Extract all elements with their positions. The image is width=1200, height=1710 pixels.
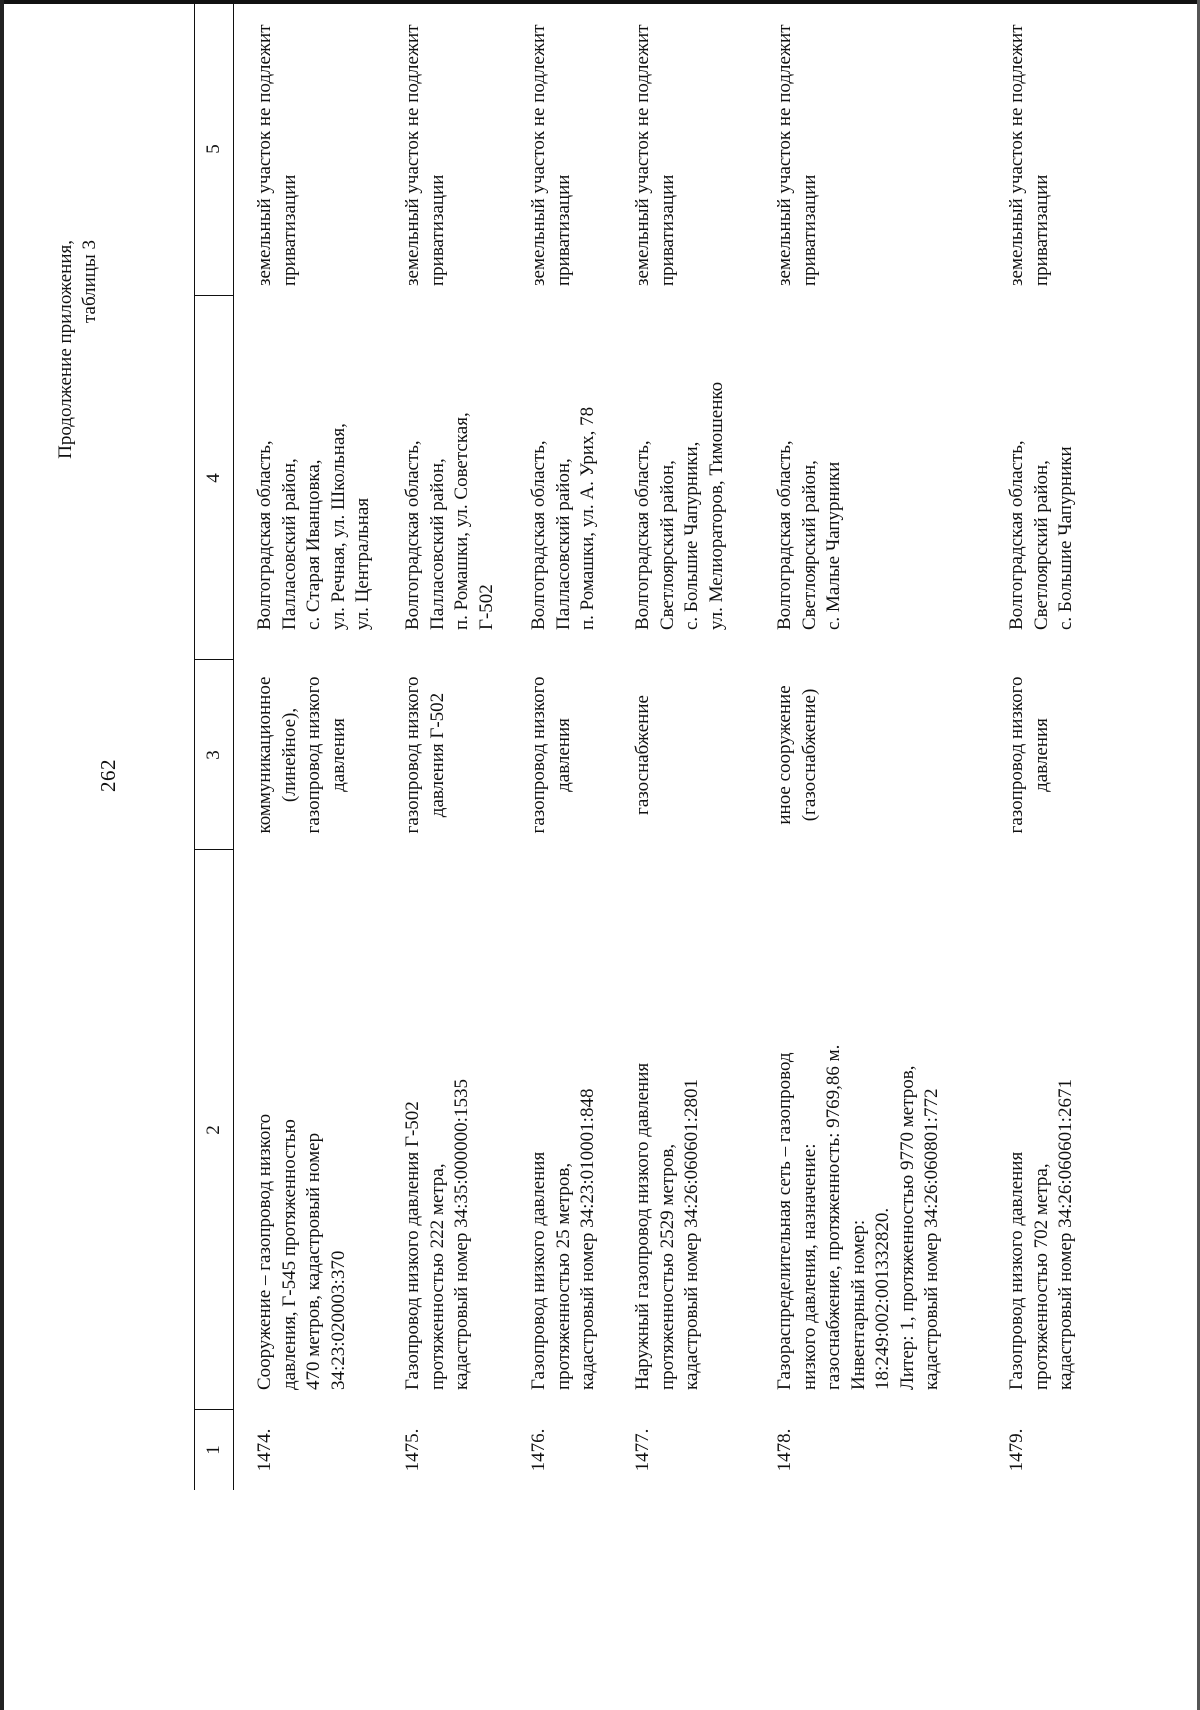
object-purpose: газопровод низкого давления <box>1006 676 1052 834</box>
object-address: Волгоградская область, Палласовский район, п. Ромашки, ул. Советская, Г-502 <box>402 412 497 630</box>
object-note: земельный участок не подлежит приватизации <box>528 24 574 286</box>
page-number: 262 <box>96 759 120 792</box>
object-note: земельный участок не подлежит приватизации <box>254 24 300 286</box>
object-note: земельный участок не подлежит приватизации <box>1006 24 1052 286</box>
object-address: Волгоградская область, Светлоярский район, с. Большие Чапурники <box>1006 440 1076 630</box>
continuation-note: Продолжение приложения, таблицы 3 <box>55 240 100 459</box>
object-name: Наружный газопровод низкого давления протяженностью 2529 метров, кадастровый номер 34:26:060601:2801 <box>632 1062 702 1390</box>
object-purpose: газоснабжение <box>632 695 653 815</box>
object-name: Газопровод низкого давления протяженностью 25 метров, кадастровый номер 34:23:010001:848 <box>528 1088 598 1390</box>
column-header: 5 <box>203 144 224 154</box>
object-name: Газораспределительная сеть – газопровод низкого давления, назначение: газоснабжение, протяженность: 9769,86 м. Инвентарный номер: 18:249:002:001332820. Литер: 1, протяженностью 9770 метров, кадастровый номер 34:26:060801:772 <box>774 1044 942 1390</box>
column-header: 1 <box>203 1445 224 1455</box>
row-number: 1474. <box>254 1428 275 1472</box>
object-name: Газопровод низкого давления протяженностью 702 метра, кадастровый номер 34:26:060601:2671 <box>1006 1079 1076 1390</box>
row-number: 1479. <box>1006 1428 1027 1472</box>
object-name: Газопровод низкого давления Г-502 протяженностью 222 метра, кадастровый номер 34:35:000000:1535 <box>402 1079 472 1390</box>
column-header: 4 <box>203 473 224 483</box>
object-purpose: газопровод низкого давления <box>528 676 574 834</box>
object-note: земельный участок не подлежит приватизации <box>632 24 678 286</box>
column-header: 3 <box>203 750 224 760</box>
table-header-row <box>195 2 234 1490</box>
property-table <box>194 2 1075 1490</box>
object-address: Волгоградская область, Палласовский район, п. Ромашки, ул. А. Урих, 78 <box>528 406 598 630</box>
object-note: земельный участок не подлежит приватизации <box>402 24 448 286</box>
object-address: Волгоградская область, Светлоярский район, с. Большие Чапурники, ул. Мелиораторов, Тимошенко <box>632 381 727 630</box>
object-purpose: коммуникационное (линейное), газопровод низкого давления <box>254 676 349 834</box>
row-number: 1477. <box>632 1428 653 1472</box>
object-name: Сооружение – газопровод низкого давления, Г-545 протяженностью 470 метров, кадастровый номер 34:23:020003:370 <box>254 1113 349 1390</box>
object-purpose: иное сооружение (газоснабжение) <box>774 685 820 825</box>
object-note: земельный участок не подлежит приватизации <box>774 24 820 286</box>
object-address: Волгоградская область, Палласовский район, с. Старая Иванцовка, ул. Речная, ул. Школьная, ул. Центральная <box>254 423 373 630</box>
row-number: 1475. <box>402 1428 423 1472</box>
object-address: Волгоградская область, Светлоярский район, с. Малые Чапурники <box>774 440 844 630</box>
row-number: 1476. <box>528 1428 549 1472</box>
object-purpose: газопровод низкого давления Г-502 <box>402 676 448 834</box>
row-number: 1478. <box>774 1428 795 1472</box>
column-header: 2 <box>203 1125 224 1135</box>
